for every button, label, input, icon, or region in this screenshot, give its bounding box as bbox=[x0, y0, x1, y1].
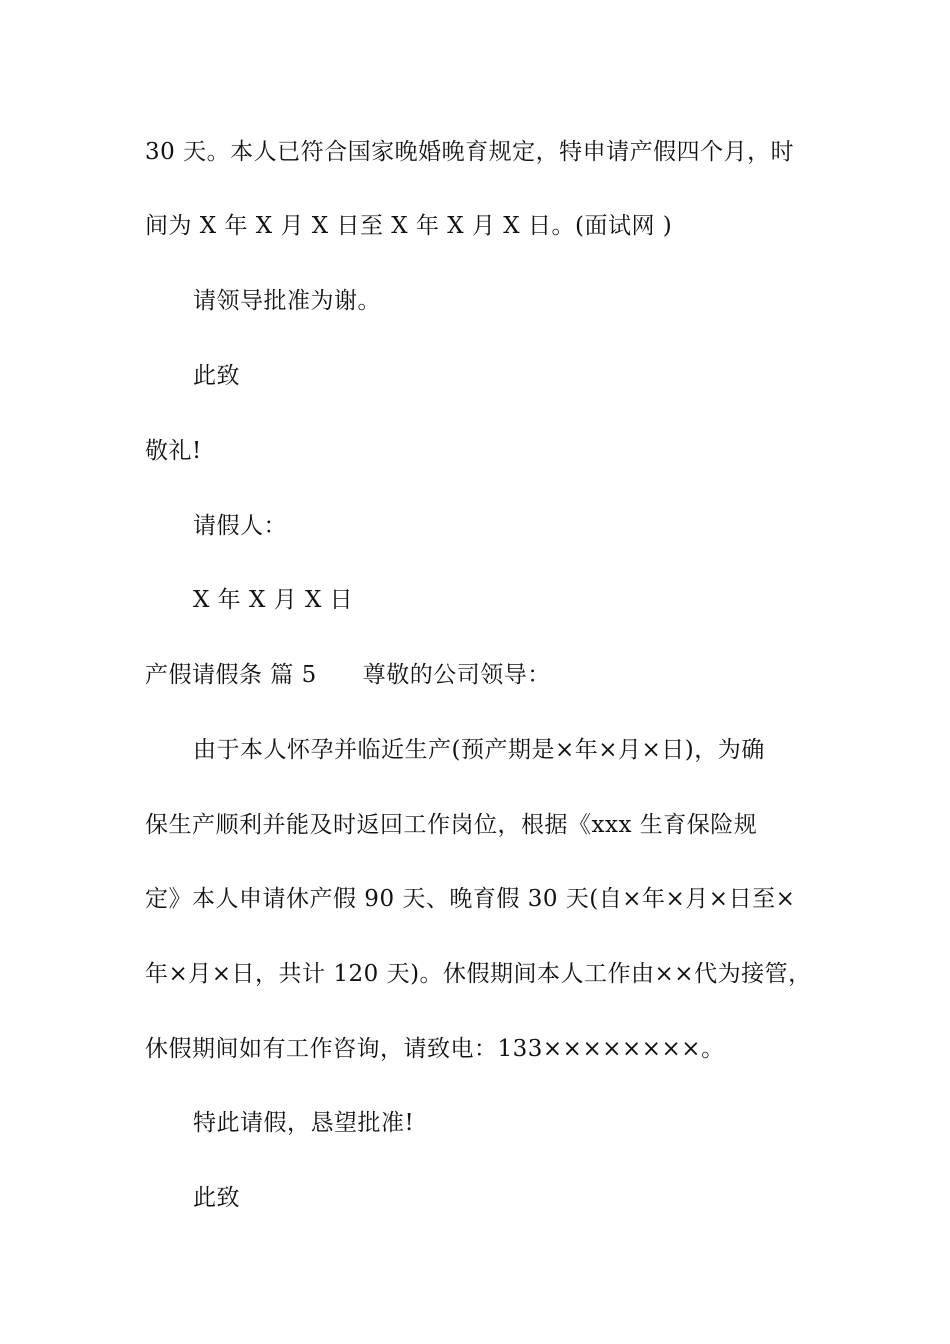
salute: 敬礼! bbox=[145, 438, 202, 464]
paragraph-line: 休假期间如有工作咨询，请致电：133××××××××。 bbox=[145, 1036, 725, 1062]
closing-request: 特此请假，恳望批准! bbox=[193, 1110, 415, 1136]
section-title: 产假请假条 篇 5 bbox=[145, 662, 317, 688]
paragraph-line: 保生产顺利并能及时返回工作岗位，根据《xxx 生育保险规 bbox=[145, 812, 758, 838]
date-line: X 年 X 月 X 日 bbox=[193, 587, 354, 613]
closing-request: 请领导批准为谢。 bbox=[193, 288, 381, 314]
paragraph-line: 由于本人怀孕并临近生产(预产期是×年×月×日)，为确 bbox=[193, 737, 765, 763]
closing-greeting: 此致 bbox=[193, 1185, 240, 1211]
paragraph-line: 定》本人申请休产假 90 天、晚育假 30 天(自×年×月×日至× bbox=[145, 886, 796, 912]
salutation: 尊敬的公司领导： bbox=[362, 662, 551, 688]
applicant-label: 请假人： bbox=[193, 513, 287, 539]
section-heading bbox=[145, 660, 845, 690]
closing-greeting: 此致 bbox=[193, 363, 240, 389]
paragraph-line: 间为 X 年 X 月 X 日至 X 年 X 月 X 日。(面试网 ) bbox=[145, 213, 673, 239]
paragraph-line: 30 天。本人已符合国家晚婚晚育规定，特申请产假四个月，时 bbox=[145, 139, 795, 165]
paragraph-line: 年×月×日，共计 120 天)。休假期间本人工作由××代为接管， bbox=[145, 961, 812, 987]
